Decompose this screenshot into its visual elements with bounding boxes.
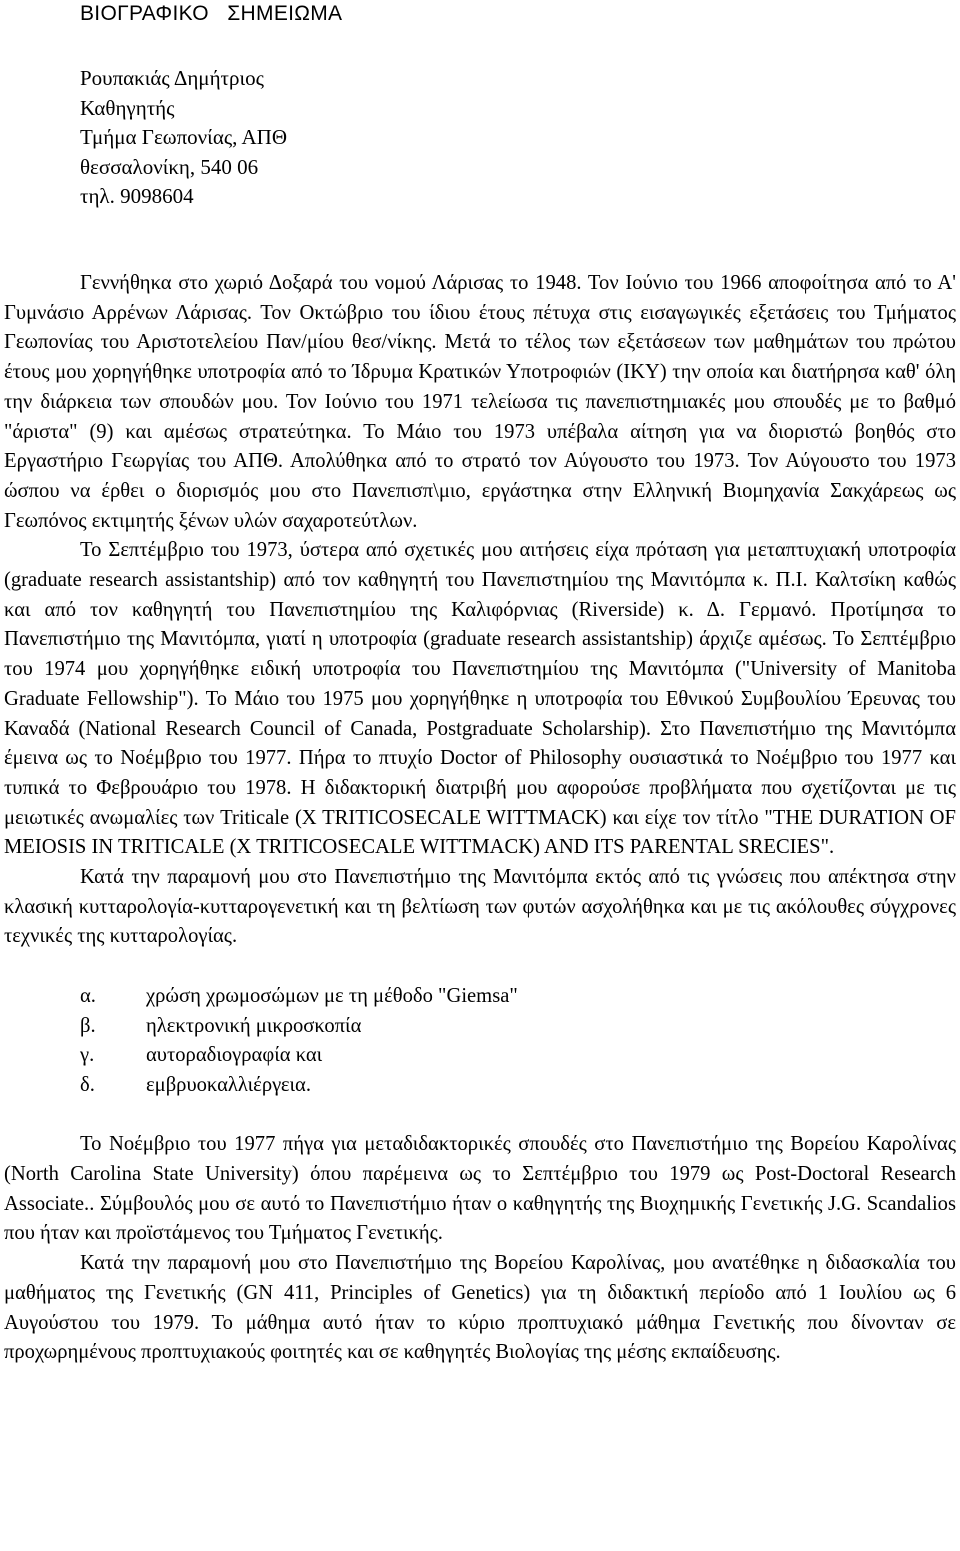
paragraph-north-carolina: Το Νοέμβριο του 1977 πήγα για μεταδιδακτορικές σπουδές στο Πανεπιστήμιο της Βορείου Καρολίνας (North Carolina State University) όπου παρέμεινα ως το Σεπτέμβριο του 1979 ως Post-Doctoral Research Associate.. Σύμβουλός μου σε αυτό το Πανεπιστήμιο ήταν ο καθηγητής της Βιοχημικής Γενετικής J.G. Scandalios που ήταν και προϊστάμενος του Τμήματος Γενετικής. [4,1133,956,1245]
author-city-postcode: θεσσαλονίκη, 540 06 [80,154,259,179]
list-item [80,1071,956,1101]
list-marker: α. [80,984,96,1007]
paragraph-early-life: Γεννήθηκα στο χωριό Δοξαρά του νομού Λάρισας το 1948. Τον Ιούνιο του 1966 αποφοίτησα από το Α' Γυμνάσιο Αρρένων Λάρισας. Τον Οκτώβριο του ίδιου έτους πέτυχα στις εισαγωγικές εξετάσεις του Τμήματος Γεωπονίας του Αριστοτελείου Παν/μίου θεσ/νίκης. Μετά το τέλος των εξετάσεων των μαθημάτων του πρώτου έτους μου χορηγήθηκε υποτροφία από το Ίδρυμα Κρατικών Υποτροφιών (ΙΚΥ) την οποία και διατήρησα καθ' όλη την διάρκεια των σπουδών μου. Τον Ιούνιο του 1971 τελείωσα τις πανεπιστημιακές μου σπουδές με το βαθμό "άριστα" (9) και αμέσως στρατεύτηκα. Το Μάιο του 1973 υπέβαλα αίτηση για να διοριστώ βοηθός στο Εργαστήριο Γεωργίας του ΑΠΘ. Απολύθηκα από το στρατό τον Αύγουστο του 1973. Τον Αύγουστο του 1973 ώσπου να έρθει ο διορισμός μου στο Πανεπισπ\μιο, εργάστηκα στην Ελληνική Βιομηχανία Σακχάρεως ως Γεωπόνος εκτιμητής ξένων υλών σαχαροτεύτλων. [4,272,956,532]
list-item [80,982,956,1012]
author-name: Ρουπακιάς Δημήτριος [80,66,264,90]
techniques-list [80,982,956,1101]
list-item [80,1041,956,1071]
list-marker: γ. [80,1044,95,1067]
document-body [4,269,956,1368]
paragraph-teaching: Κατά την παραμονή μου στο Πανεπιστήμιο της Βορείου Καρολίνας, μου ανατέθηκε η διδασκαλία του μαθήματος της Γενετικής (GN 411, Principles of Genetics) για τη διδακτική περίοδο από 1 Ιουλίου ως 6 Αυγούστου του 1979. Το μάθημα αυτό ήταν το κύριο προπτυχιακό μάθημα Γενετικής που δίνονταν σε προχωρημένους προπτυχιακούς φοιτητές και σε καθηγητές Βιολογίας της μέσης εκπαίδευσης. [4,1252,956,1364]
list-item [80,1012,956,1042]
list-item-text: ηλεκτρονική μικροσκοπία [146,1014,362,1037]
author-position: Καθηγητής [80,95,175,120]
author-address-block [80,64,287,212]
list-item-text: αυτοραδιογραφία και [146,1044,323,1067]
author-department: Τμήμα Γεωπονίας, ΑΠΘ [80,125,287,150]
list-item-text: εμβρυοκαλλιέργεια. [146,1073,311,1096]
list-marker: β. [80,1014,96,1037]
list-marker: δ. [80,1073,95,1096]
list-item-text: χρώση χρωμοσώμων με τη μέθοδο "Giemsa" [146,984,518,1007]
document-title: ΒΙΟΓΡΑΦΙΚΟ ΣΗΜΕΙΩΜΑ [80,2,343,25]
paragraph-manitoba: Το Σεπτέμβριο του 1973, ύστερα από σχετικές μου αιτήσεις είχα πρόταση για μεταπτυχιακή υποτροφία (graduate research assistantship) από τον καθηγητή του Πανεπιστημίου της Μανιτόμπα κ. Π.Ι. Καλτσίκη καθώς και από τον καθηγητή του Πανεπιστημίου της Καλιφόρνιας (Riverside) κ. Δ. Γερμανό. Προτίμησα το Πανεπιστήμιο της Μανιτόμπα, γιατί η υποτροφία (graduate research assistantship) άρχιζε αμέσως. Το Σεπτέμβριο του 1974 μου χορηγήθηκε ειδική υποτροφία του Πανεπιστημίου της Μανιτόμπα ("University of Manitoba Graduate Fellowship"). Το Μάιο του 1975 μου χορηγήθηκε η υποτροφία του Εθνικού Συμβουλίου Έρευνας του Καναδά (National Research Council of Canada, Postgraduate Scholarship). Στο Πανεπιστήμιο της Μανιτόμπα έμεινα ως το Νοέμβριο του 1977. Πήρα το πτυχίο Doctor of Philosophy ουσιαστικά το Νοέμβριο του 1977 και τυπικά το Φεβρουάριο του 1978. Η διδακτορική διατριβή μου αφορούσε προβλήματα που σχετίζονται με τις μειωτικές ανωμαλίες των Triticale (X TRITICOSECALE WITTMACK) και είχε τον τίτλο "THE DURATION OF MEIOSIS IN TRITICALE (X TRITICOSECALE WITTMACK) AND ITS PARENTAL SRECIES". [4,539,956,859]
paragraph-techniques: Κατά την παραμονή μου στο Πανεπιστήμιο της Μανιτόμπα εκτός από τις γνώσεις που απέκτησα στην κλασική κυτταρολογία-κυτταρογενετική και τη βελτίωση των φυτών ασχολήθηκα και με τις ακόλουθες σύγχρονες τεχνικές της κυτταρολογίας. [4,866,956,948]
author-phone: τηλ. 9098604 [80,184,194,209]
